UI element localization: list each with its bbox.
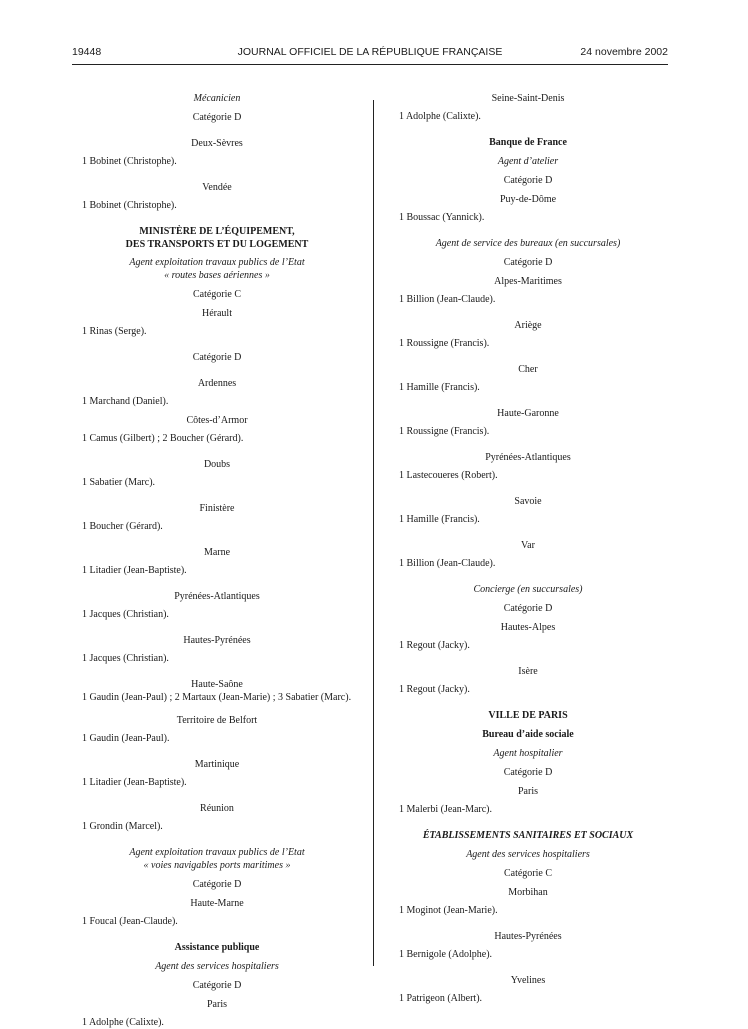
appointment-entry: 1 Patrigeon (Albert).: [399, 993, 483, 1004]
publication-date: 24 novembre 2002: [580, 46, 668, 58]
section-heading: Morbihan: [508, 887, 548, 898]
appointment-entry: 1 Regout (Jacky).: [399, 640, 470, 651]
appointment-entry: 1 Malerbi (Jean-Marc).: [399, 804, 493, 815]
section-heading: Agent exploitation travaux publics de l’Etat: [129, 847, 305, 858]
section-heading: Agent exploitation travaux publics de l’Etat: [129, 257, 305, 268]
section-heading: Catégorie D: [192, 980, 242, 991]
section-heading: Isère: [518, 666, 538, 677]
section-heading: Savoie: [514, 496, 542, 507]
section-heading: Pyrénées-Atlantiques: [485, 452, 571, 463]
appointment-entry: 1 Marchand (Daniel).: [82, 396, 169, 407]
section-heading: Var: [521, 540, 535, 551]
appointment-entry: 1 Boussac (Yannick).: [399, 212, 485, 223]
section-heading: Ariège: [514, 320, 542, 331]
appointment-entry: 1 Boucher (Gérard).: [82, 521, 163, 532]
appointment-entry: 1 Foucal (Jean-Claude).: [82, 916, 178, 927]
section-heading: Catégorie D: [503, 603, 553, 614]
section-heading: Haute-Saône: [191, 679, 243, 690]
section-heading: Cher: [518, 364, 538, 375]
section-heading: Catégorie D: [192, 879, 242, 890]
journal-title: JOURNAL OFFICIEL DE LA RÉPUBLIQUE FRANÇAISE: [237, 46, 503, 58]
appointment-entry: 1 Bernigole (Adolphe).: [399, 949, 493, 960]
appointment-entry: 1 Billion (Jean-Claude).: [399, 558, 496, 569]
section-heading: Vendée: [202, 182, 232, 193]
section-heading: Catégorie D: [503, 257, 553, 268]
section-heading: Seine-Saint-Denis: [491, 93, 565, 104]
header-rule: [72, 64, 668, 65]
section-heading: Hérault: [202, 308, 232, 319]
appointment-entry: 1 Litadier (Jean-Baptiste).: [82, 565, 187, 576]
section-heading: Hautes-Pyrénées: [494, 931, 562, 942]
section-heading: Agent hospitalier: [493, 748, 563, 759]
appointment-entry: 1 Bobinet (Christophe).: [82, 200, 177, 211]
appointment-entry: 1 Regout (Jacky).: [399, 684, 470, 695]
section-heading: Bureau d’aide sociale: [482, 729, 574, 740]
appointment-entry: 1 Sabatier (Marc).: [82, 477, 156, 488]
appointment-entry: 1 Roussigne (Francis).: [399, 426, 490, 437]
section-heading: VILLE DE PARIS: [488, 710, 568, 721]
appointment-entry: 1 Adolphe (Calixte).: [399, 111, 481, 122]
appointment-entry: 1 Roussigne (Francis).: [399, 338, 490, 349]
section-heading: Martinique: [194, 759, 240, 770]
section-heading: DES TRANSPORTS ET DU LOGEMENT: [125, 239, 309, 250]
section-heading: Puy-de-Dôme: [499, 194, 557, 205]
section-heading: Réunion: [200, 803, 234, 814]
appointment-entry: 1 Gaudin (Jean-Paul) ; 2 Martaux (Jean-Marie) ; 3 Sabatier (Marc).: [82, 692, 352, 703]
section-heading: Banque de France: [489, 137, 567, 148]
section-heading: Agent de service des bureaux (en succursales): [435, 238, 621, 249]
section-heading: Agent des services hospitaliers: [466, 849, 590, 860]
section-heading: Catégorie C: [192, 289, 242, 300]
section-heading: Haute-Garonne: [497, 408, 559, 419]
section-heading: Yvelines: [510, 975, 546, 986]
appointment-entry: 1 Grondin (Marcel).: [82, 821, 163, 832]
appointment-entry: 1 Hamille (Francis).: [399, 382, 480, 393]
section-heading: Concierge (en succursales): [473, 584, 583, 595]
section-heading: Ardennes: [197, 378, 237, 389]
section-heading: Agent des services hospitaliers: [155, 961, 279, 972]
section-heading: Alpes-Maritimes: [494, 276, 562, 287]
appointment-entry: 1 Jacques (Christian).: [82, 609, 169, 620]
section-heading: Hautes-Alpes: [500, 622, 556, 633]
page-number: 19448: [72, 46, 102, 58]
section-heading: Assistance publique: [174, 942, 260, 953]
column-divider: [373, 100, 374, 966]
section-heading: Mécanicien: [193, 93, 241, 104]
section-heading: Côtes-d’Armor: [186, 415, 248, 426]
appointment-entry: 1 Hamille (Francis).: [399, 514, 480, 525]
section-heading: Pyrénées-Atlantiques: [174, 591, 260, 602]
section-heading: Paris: [518, 786, 538, 797]
appointment-entry: 1 Camus (Gilbert) ; 2 Boucher (Gérard).: [82, 433, 244, 444]
appointment-entry: 1 Jacques (Christian).: [82, 653, 169, 664]
appointment-entry: 1 Lastecoueres (Robert).: [399, 470, 498, 481]
section-heading: Catégorie D: [503, 767, 553, 778]
section-heading: Territoire de Belfort: [176, 715, 258, 726]
section-heading: Finistère: [199, 503, 235, 514]
appointment-entry: 1 Adolphe (Calixte).: [82, 1017, 164, 1028]
section-heading: Agent d’atelier: [497, 156, 559, 167]
page-header: [72, 46, 668, 62]
section-heading: Marne: [203, 547, 231, 558]
section-heading: « routes bases aériennes »: [164, 270, 270, 281]
appointment-entry: 1 Gaudin (Jean-Paul).: [82, 733, 170, 744]
section-heading: Haute-Marne: [190, 898, 244, 909]
section-heading: Catégorie D: [192, 352, 242, 363]
appointment-entry: 1 Bobinet (Christophe).: [82, 156, 177, 167]
appointment-entry: 1 Moginot (Jean-Marie).: [399, 905, 498, 916]
section-heading: Catégorie D: [503, 175, 553, 186]
right-column: [389, 92, 667, 1005]
section-heading: « voies navigables ports maritimes »: [143, 860, 291, 871]
section-heading: Doubs: [203, 459, 231, 470]
appointment-entry: 1 Rinas (Serge).: [82, 326, 147, 337]
appointment-entry: 1 Billion (Jean-Claude).: [399, 294, 496, 305]
section-heading: Deux-Sèvres: [191, 138, 243, 149]
section-heading: Catégorie D: [192, 112, 242, 123]
left-column: [72, 92, 362, 1029]
section-heading: Paris: [207, 999, 227, 1010]
appointment-entry: 1 Litadier (Jean-Baptiste).: [82, 777, 187, 788]
section-heading: ÉTABLISSEMENTS SANITAIRES ET SOCIAUX: [422, 830, 634, 841]
section-heading: Hautes-Pyrénées: [183, 635, 251, 646]
section-heading: MINISTÈRE DE L’ÉQUIPEMENT,: [139, 226, 295, 237]
section-heading: Catégorie C: [503, 868, 553, 879]
